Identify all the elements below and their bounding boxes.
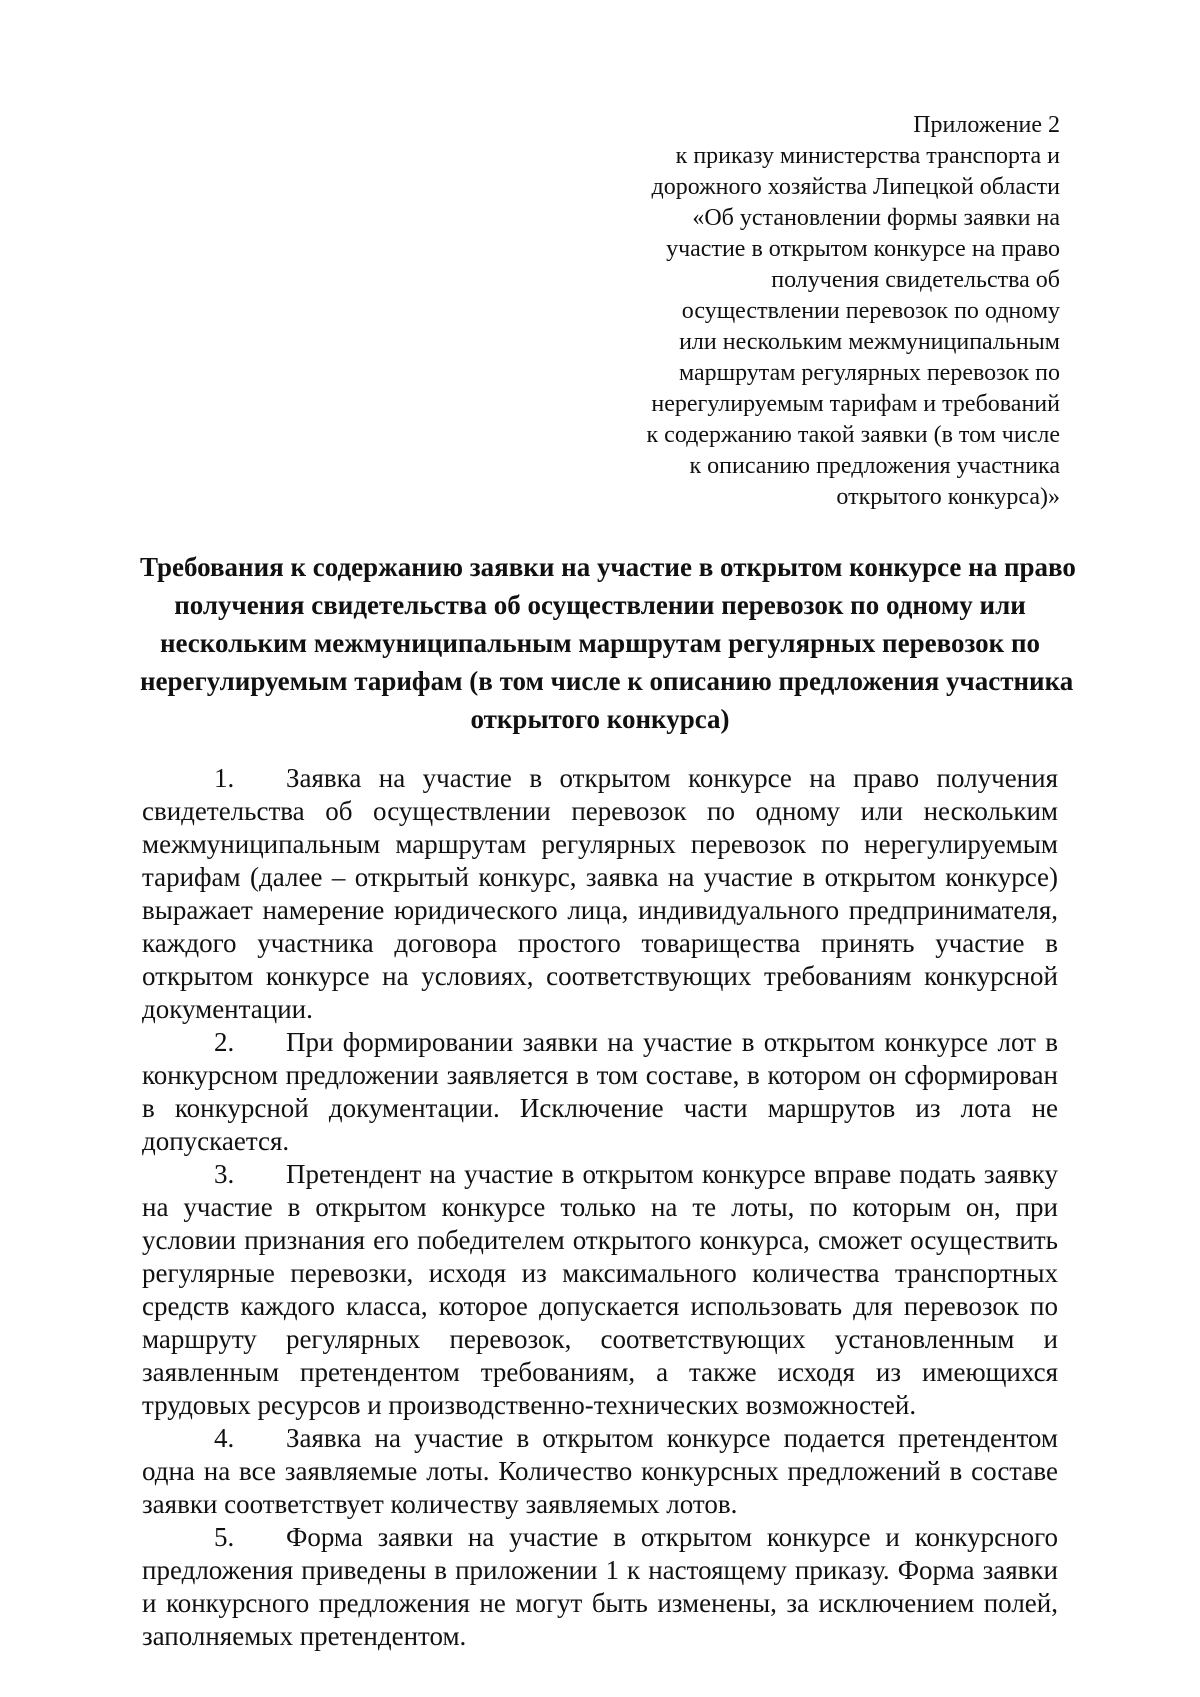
clause-4 [142,1422,1058,1521]
appendix-line: участие в открытом конкурсе на право [666,236,1060,262]
appendix-line: маршрутам регулярных перевозок по [678,360,1060,386]
title-line: нерегулируемым тарифам (в том числе к описанию предложения участника [140,666,1074,696]
appendix-line: к описанию предложения участника [689,453,1060,479]
clause-3 [142,1158,1058,1422]
clause-text: Форма заявки на участие в открытом конкурсе и конкурсного предложения приведены в приложении 1 к настоящему приказу. Форма заявки и конкурсного предложения не могут быть изменены, за исключением полей, заполняемых претендентом. [142,1522,1058,1651]
clause-5 [142,1521,1058,1653]
clause-text: Заявка на участие в открытом конкурсе на право получения свидетельства об осуществлении перевозок по одному или нескольким межмуниципальным маршрутам регулярных перевозок по нерегулируемым тарифам (далее – открытый конкурс, заявка на участие в открытом конкурсе) выражает намерение юридического лица, индивидуального предпринимателя, каждого участника договора простого товарищества принять участие в открытом конкурсе на условиях, соответствующих требованиям конкурсной документации. [142,763,1058,1024]
appendix-line: осуществлении перевозок по одному [681,298,1060,324]
appendix-line: открытого конкурса)» [836,484,1060,510]
title-line: Требования к содержанию заявки на участие в открытом конкурсе на право [140,552,1076,582]
clause-text: Заявка на участие в открытом конкурсе подается претендентом одна на все заявляемые лоты. Количество конкурсных предложений в составе заявки соответствует количеству заявляемых лотов. [142,1423,1058,1519]
title-line: нескольким межмуниципальным маршрутам регулярных перевозок по [159,628,1041,658]
clause-text: При формировании заявки на участие в открытом конкурсе лот в конкурсном предложении заявляется в том составе, в котором он сформирован в конкурсной документации. Исключение части маршрутов из лота не допускается. [142,1027,1058,1156]
appendix-line: дорожного хозяйства Липецкой области [651,174,1060,200]
document-title [140,548,1076,738]
appendix-line: Приложение 2 [913,112,1060,138]
appendix-line: «Об установлении формы заявки на [692,205,1060,231]
title-line: открытого конкурса) [470,704,730,734]
clause-1 [142,762,1058,1026]
clause-number: 2. [214,1027,235,1057]
clause-2 [142,1026,1058,1158]
appendix-line: к приказу министерства транспорта и [675,143,1060,169]
appendix-line: получения свидетельства об [771,267,1060,293]
clause-list [142,762,1058,1653]
clause-text: Претендент на участие в открытом конкурсе вправе подать заявку на участие в открытом конкурсе только на те лоты, по которым он, при условии признания его победителем открытого конкурса, сможет осуществить регулярные перевозки, исходя из максимального количества транспортных средств каждого класса, которое допускается использовать для перевозок по маршруту регулярных перевозок, соответствующих установленным и заявленным претендентом требованиям, а также исходя из имеющихся трудовых ресурсов и производственно-технических возможностей. [142,1159,1058,1420]
clause-number: 4. [214,1423,235,1453]
appendix-line: или нескольким межмуниципальным [679,329,1060,355]
clause-number: 1. [214,763,235,793]
appendix-header [540,110,1060,513]
title-line: получения свидетельства об осуществлении перевозок по одному или [174,590,1026,620]
appendix-line: к содержанию такой заявки (в том числе [646,422,1060,448]
clause-number: 5. [214,1522,235,1552]
clause-number: 3. [214,1159,235,1189]
appendix-line: нерегулируемым тарифам и требований [651,391,1060,417]
